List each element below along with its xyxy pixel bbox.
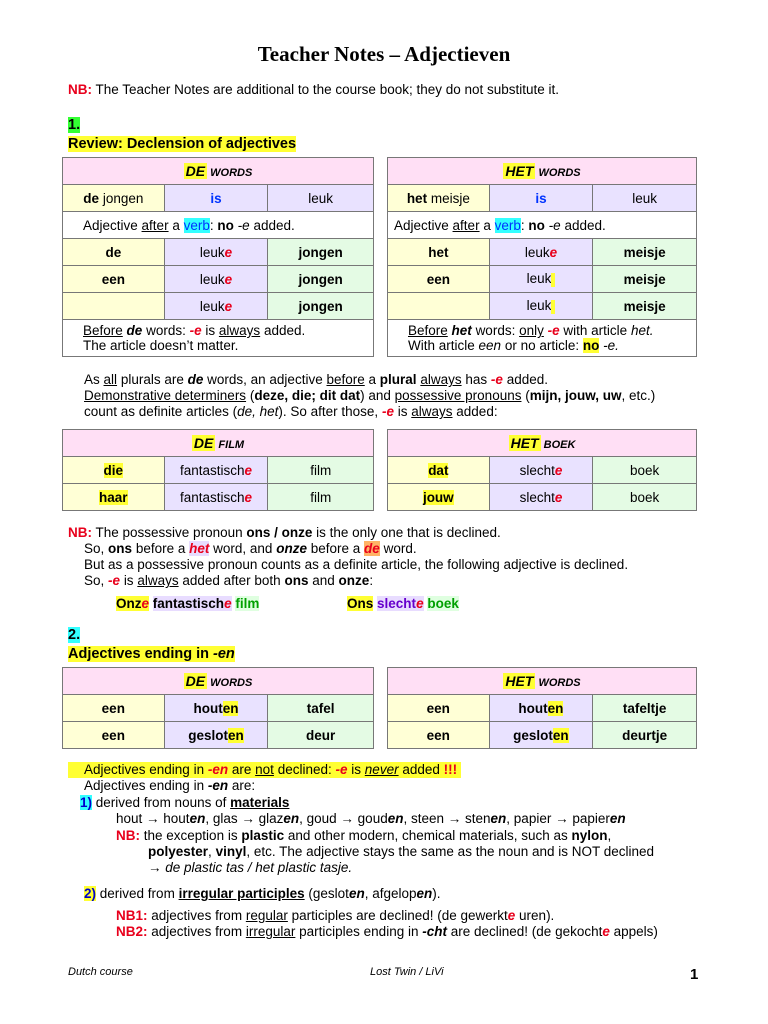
table-header: DE WORDS bbox=[63, 668, 374, 695]
table-note: Adjective after a verb: no -e added. bbox=[63, 212, 374, 239]
intro-note: NB: The Teacher Notes are additional to the course book; they do not substitute it. bbox=[68, 82, 560, 97]
table-row: het meisje is leuk bbox=[388, 185, 697, 212]
table-row: een houten tafel bbox=[63, 695, 374, 722]
footer-left: Dutch course bbox=[68, 966, 133, 978]
table-row: dat slechte boek bbox=[388, 457, 697, 484]
table-row: jouw slechte boek bbox=[388, 484, 697, 511]
table-row: leuk meisje bbox=[388, 293, 697, 320]
section-1-heading: 1. Review: Declension of adjectives bbox=[68, 117, 297, 152]
en-rules: Adjectives ending in -en are not declined: -e is never added !!! Adjectives ending in -en are: 1) derived from nouns of materials hout → houten, glas → glazen, goud → gouden, steen → stenen, papier → papieren NB: the exception is plastic and other modern, chemical materials, such as nylon, polyester, vinyl, etc. The adjective stays the same as the noun and is NOT declined → de plastic tas / het plastic tasje. 2) derived from irregular participles (gesloten, afgelopen). NB1: adjectives from regular participles are declined! (de gewerkte uren). NB2: adjectives from irregular participles ending in -cht are declined! (de gekochte appels) bbox=[68, 762, 748, 940]
onze-example-de: Onze fantastische film bbox=[116, 596, 260, 611]
footer-center: Lost Twin / LiVi bbox=[370, 966, 444, 978]
section-2-heading: 2. Adjectives ending in -en bbox=[68, 627, 235, 662]
page-title: Teacher Notes – Adjectieven bbox=[257, 42, 511, 66]
table-de-film bbox=[62, 429, 374, 511]
plurals-paragraph: As all plurals are de words, an adjective before a plural always has -e added. Demonstrative determiners (deze, die; dit dat) and possessive pronouns (mijn, jouw, uw, etc.) count as definite articles (de, het). So after those, -e is always added: bbox=[84, 372, 656, 419]
table-row: een houten tafeltje bbox=[388, 695, 697, 722]
table-het-words bbox=[387, 157, 697, 357]
table-header: DE WORDS bbox=[63, 158, 374, 185]
table-row: het leuke meisje bbox=[388, 239, 697, 266]
table-row: een leuke jongen bbox=[63, 266, 374, 293]
table-row: die fantastische film bbox=[63, 457, 374, 484]
table-header: HET WORDS bbox=[388, 668, 697, 695]
table-row: een leuk meisje bbox=[388, 266, 697, 293]
table-en-het bbox=[387, 667, 697, 749]
table-row: leuke jongen bbox=[63, 293, 374, 320]
table-de-words bbox=[62, 157, 374, 357]
table-row: een gesloten deur bbox=[63, 722, 374, 749]
table-row: de jongen is leuk bbox=[63, 185, 374, 212]
table-header: HET BOEK bbox=[388, 430, 697, 457]
table-note: Before het words: only -e with article het. With article een or no article: no -e. bbox=[388, 320, 697, 357]
onze-example-het: Ons slechte boek bbox=[347, 596, 459, 611]
table-header: HET WORDS bbox=[388, 158, 697, 185]
table-note: Before de words: -e is always added. The article doesn’t matter. bbox=[63, 320, 374, 357]
table-row: een gesloten deurtje bbox=[388, 722, 697, 749]
table-het-boek bbox=[387, 429, 697, 511]
onze-paragraph: NB: The possessive pronoun ons / onze is the only one that is declined. So, ons before a het word, and onze before a de word. But as a possessive pronoun counts as a definite article, the following adjective is declined. So, -e is always added after both ons and onze: bbox=[68, 525, 629, 588]
table-en-de bbox=[62, 667, 374, 749]
table-row: de leuke jongen bbox=[63, 239, 374, 266]
table-note: Adjective after a verb: no -e added. bbox=[388, 212, 697, 239]
table-header: DE FILM bbox=[63, 430, 374, 457]
table-row: haar fantastische film bbox=[63, 484, 374, 511]
page-number: 1 bbox=[690, 966, 699, 983]
